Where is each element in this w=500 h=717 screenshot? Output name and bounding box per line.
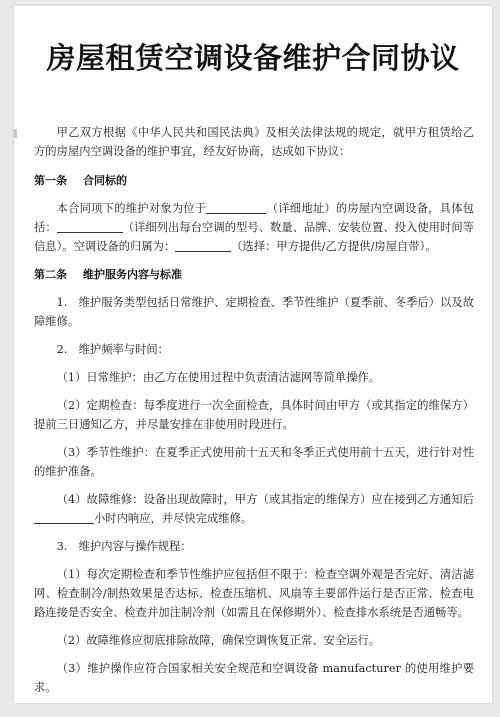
article2-item1 (34, 293, 474, 331)
article1-number: 第一条 (34, 174, 67, 187)
article2-heading (34, 265, 474, 284)
item1-text: 维护服务类型包括日常维护、定期检查、季节性维护（夏季前、冬季后）以及故障维修。 (34, 296, 474, 328)
item3-sub3: （3）维护操作应符合国家相关安全规范和空调设备 manufacturer 的使用维护要求。 (34, 662, 474, 694)
page-edge-mark (14, 129, 17, 138)
item1-number: 1. (56, 296, 68, 309)
item2-sub2: （2）定期检查：每季度进行一次全面检查，具体时间由甲方（或其指定的维保方）提前三日通知乙方，并尽量安排在非使用时段进行。 (34, 399, 474, 431)
article1-title: 合同标的 (83, 174, 127, 187)
article1-paragraph (34, 199, 474, 256)
ownership-blank (175, 239, 231, 252)
item2-sub4-text-b: 小时内响应，并尽快完成维修。 (94, 512, 253, 525)
item3-sub1: （1）每次定期检查和季节性维护应包括但不限于：检查空调外观是否完好、清洁滤网、检查制冷/制热效果是否达标、检查压缩机、风扇等主要部件运行是否正常、检查电路连接是否安全、检查并加注制冷剂（如需且在保修期外）、检查排水系统是否通畅等。 (34, 568, 474, 619)
address-blank (206, 201, 266, 214)
article1-text-d: （选择：甲方提供/乙方提供/房屋自带）。 (231, 240, 437, 253)
article2-number: 第二条 (34, 268, 67, 281)
equipment-list-blank (57, 220, 123, 233)
item2-sub4-text-a: （4）故障维修：设备出现故障时，甲方（或其指定的维保方）应在接到乙方通知后 (56, 493, 474, 506)
item3-number: 3. (56, 540, 68, 553)
article1-text-c: （详细列出每台空调的型号、数量、品牌、安装位置、投入使用时间等信息）。空调设备的归属为： (34, 221, 474, 253)
response-hours-blank (34, 511, 94, 524)
article1-text-a: 本合同项下的维护对象为位于 (56, 202, 207, 215)
item2-sub1: （1）日常维护：由乙方在使用过程中负责清洁滤网等简单操作。 (56, 371, 381, 384)
document-title: 房屋租赁空调设备维护合同协议 (46, 41, 460, 75)
article2-item3 (34, 537, 474, 556)
item2-sub4 (34, 490, 474, 528)
document-body (34, 123, 474, 703)
article2-item2 (34, 340, 474, 359)
intro-paragraph: 甲乙双方根据《中华人民共和国民法典》及相关法律法规的规定，就甲方租赁给乙方的房屋内空调设备的维护事宜，经友好协商，达成如下协议： (34, 126, 474, 158)
article1-text-b: （详细地址）的房屋内空调设备，具体包括： (34, 202, 474, 234)
item2-number: 2. (56, 343, 68, 356)
document-page (14, 6, 492, 703)
item3-sub2: （2）故障维修应彻底排除故障，确保空调恢复正常、安全运行。 (56, 634, 381, 647)
article1-heading (34, 171, 474, 190)
item2-sub3: （3）季节性维护：在夏季正式使用前十五天和冬季正式使用前十五天，进行针对性的维护准备。 (34, 446, 474, 478)
item2-text: 维护频率与时间： (78, 343, 169, 356)
article2-title: 维护服务内容与标准 (83, 268, 182, 281)
item3-text: 维护内容与操作规程： (78, 540, 192, 553)
